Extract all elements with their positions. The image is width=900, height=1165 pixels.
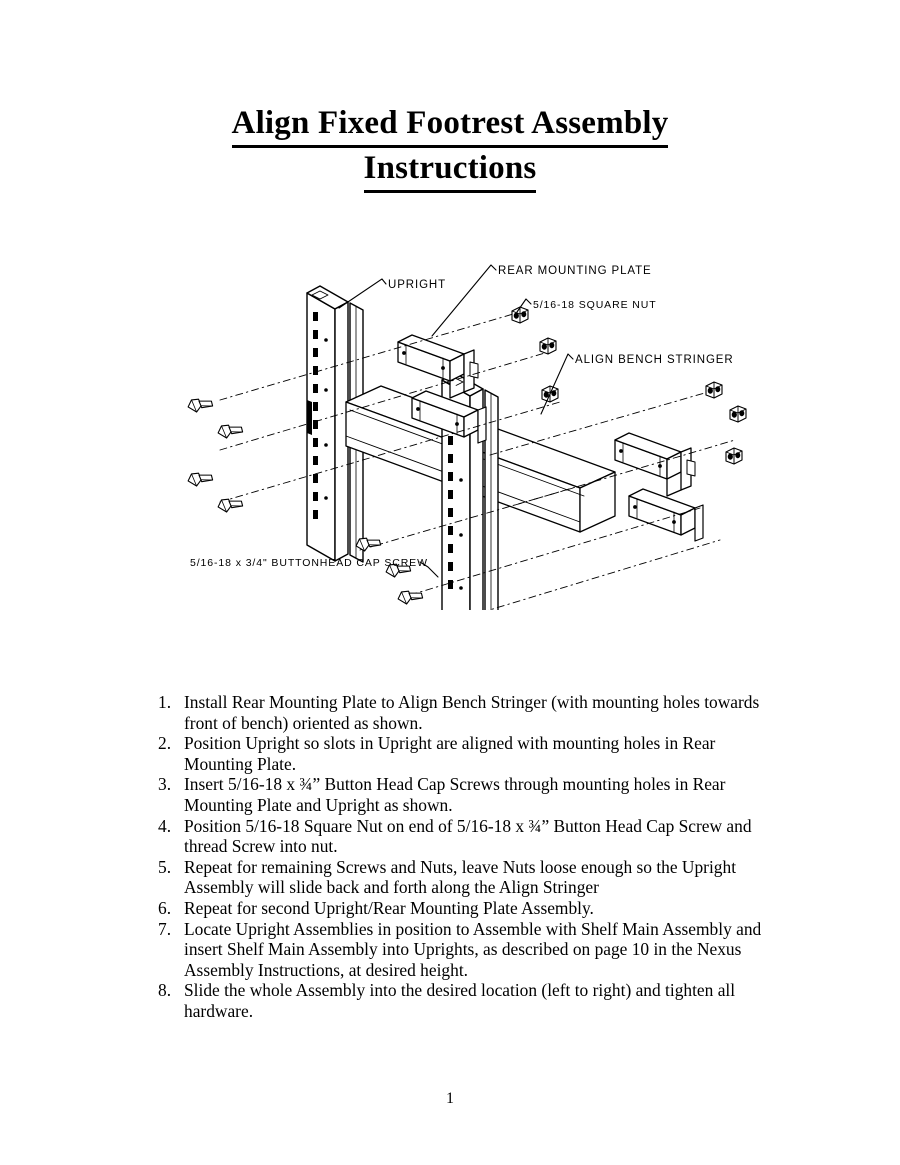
list-item bbox=[158, 919, 778, 981]
list-item-number: 7. bbox=[158, 918, 172, 939]
list-item-text: Slide the whole Assembly into the desired location (left to right) and tighten all hardware. bbox=[184, 980, 736, 1021]
list-item-number: 6. bbox=[158, 897, 172, 918]
list-item-text: Locate Upright Assemblies in position to Assemble with Shelf Main Assembly and insert Shelf Main Assembly into Uprights, as described on page 10 in the Nexus Assembly Instructions, at desired height. bbox=[184, 918, 762, 980]
list-item-text: Repeat for remaining Screws and Nuts, leave Nuts loose enough so the Upright Assembly will slide back and forth along the Align Stringer bbox=[184, 856, 737, 898]
list-item-text: Position Upright so slots in Upright are aligned with mounting holes in Rear Mounting Plate. bbox=[184, 733, 716, 774]
label-square-nut: 5/16-18 SQUARE NUT bbox=[533, 299, 657, 311]
label-bench-stringer: ALIGN BENCH STRINGER bbox=[575, 354, 734, 366]
label-rear-mounting-plate: REAR MOUNTING PLATE bbox=[498, 265, 652, 277]
rear-mounting-plate-3 bbox=[615, 433, 695, 496]
list-item-number: 1. bbox=[158, 692, 172, 712]
page-footer bbox=[0, 1090, 900, 1108]
list-item bbox=[158, 898, 778, 919]
list-item-number: 3. bbox=[158, 774, 172, 795]
list-item bbox=[158, 774, 778, 815]
instruction-list bbox=[158, 692, 778, 1022]
title-line-2-text: Instructions bbox=[364, 148, 537, 193]
list-item-text: Position 5/16-18 Square Nut on end of 5/16-18 x ¾” Button Head Cap Screw and thread Screw into nut. bbox=[184, 815, 752, 857]
assembly-diagram bbox=[160, 250, 760, 610]
list-item-text: Insert 5/16-18 x ¾” Button Head Cap Screws through mounting holes in Rear Mounting Plate and Upright as shown. bbox=[184, 774, 726, 815]
list-item-text: Install Rear Mounting Plate to Align Bench Stringer (with mounting holes towards front of bench) oriented as shown. bbox=[184, 692, 760, 733]
list-item-text: Repeat for second Upright/Rear Mounting Plate Assembly. bbox=[184, 897, 594, 918]
list-item bbox=[158, 816, 778, 857]
title-line-1-text: Align Fixed Footrest Assembly bbox=[232, 103, 669, 148]
list-item bbox=[158, 857, 778, 898]
list-item bbox=[158, 692, 778, 733]
label-cap-screw: 5/16-18 x 3/4" BUTTONHEAD CAP SCREW bbox=[190, 557, 428, 569]
page-number: 1 bbox=[446, 1090, 454, 1107]
list-item bbox=[158, 980, 778, 1021]
list-item-number: 4. bbox=[158, 815, 172, 836]
list-item-number: 5. bbox=[158, 856, 172, 877]
list-item-number: 8. bbox=[158, 980, 172, 1001]
list-item-number: 2. bbox=[158, 733, 172, 754]
title-line-2 bbox=[0, 148, 900, 193]
title-line-1 bbox=[0, 103, 900, 148]
list-item bbox=[158, 733, 778, 774]
label-upright: UPRIGHT bbox=[388, 279, 447, 291]
page-title bbox=[0, 103, 900, 193]
rear-mounting-plate-4 bbox=[629, 489, 703, 541]
